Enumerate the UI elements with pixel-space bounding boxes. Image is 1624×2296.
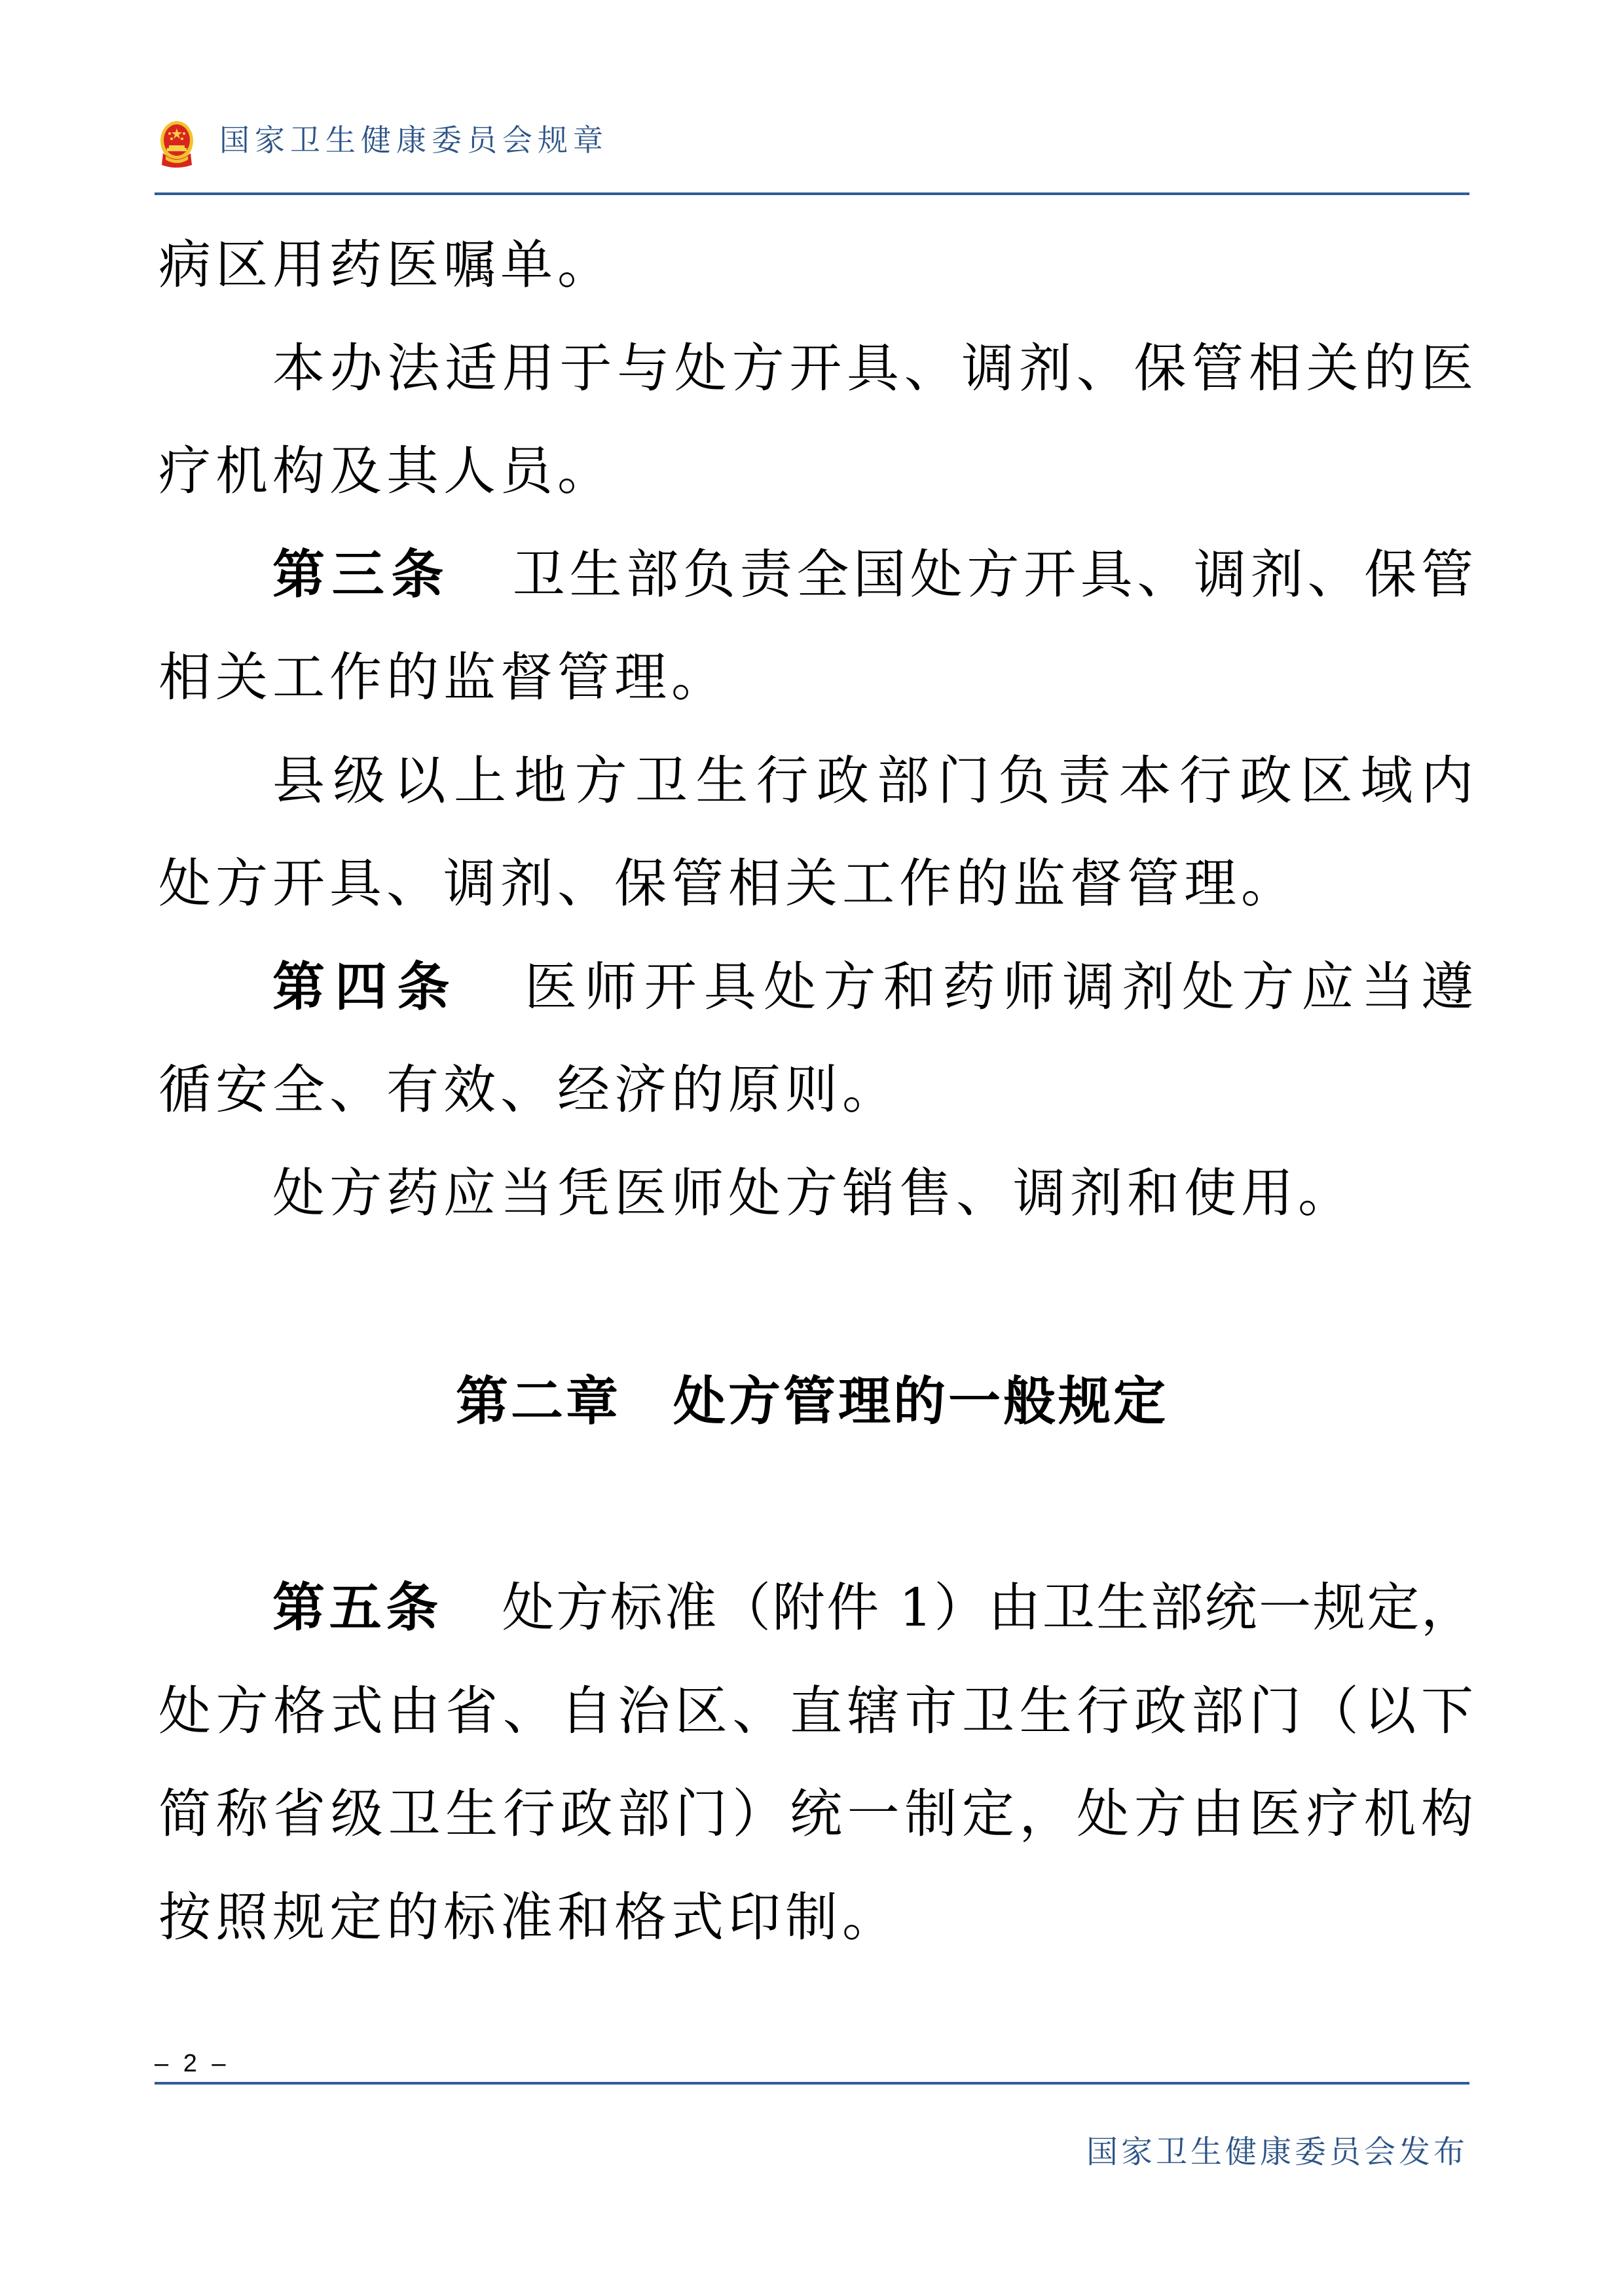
chapter-heading (0, 1350, 1624, 1453)
body-line: 处方药应当凭医师处方销售、调剂和使用。 (272, 1163, 1355, 1224)
body-line: 本办法适用于与处方开具、调剂、保管相关的医 (272, 338, 1473, 399)
chapter-title: 处方管理的一般规定 (673, 1371, 1168, 1432)
body-line: 简称省级卫生行政部门）统一制定，处方由医疗机构 (158, 1783, 1473, 1844)
chapter-number: 第二章 (456, 1371, 621, 1432)
footer-divider (155, 2082, 1469, 2085)
article-3-line (158, 523, 1473, 627)
header-title: 国家卫生健康委员会规章 (219, 122, 608, 158)
article-4-line (158, 936, 1473, 1039)
body-line: 处方开具、调剂、保管相关工作的监督管理。 (158, 853, 1298, 914)
article-label: 第四条 (272, 957, 460, 1017)
body-line: 疗机构及其人员。 (158, 441, 614, 501)
body-line: 县级以上地方卫生行政部门负责本行政区域内 (272, 750, 1473, 811)
article-label: 第三条 (272, 544, 451, 605)
national-emblem-icon (159, 119, 194, 169)
body-line: 处方格式由省、自治区、直辖市卫生行政部门（以下 (158, 1681, 1473, 1741)
article-5-line (158, 1556, 1473, 1660)
article-text: 医师开具处方和药师调剂处方应当遵 (517, 957, 1474, 1017)
body-line: 循安全、有效、经济的原则。 (158, 1059, 899, 1120)
footer-publisher: 国家卫生健康委员会发布 (1086, 2134, 1468, 2170)
body-line: 相关工作的监督管理。 (158, 647, 728, 708)
header-divider (155, 192, 1469, 195)
body-line: 病区用药医嘱单。 (158, 234, 614, 295)
article-text: 处方标准（附件 1）由卫生部统一规定， (500, 1577, 1474, 1638)
page-number: – 2 – (155, 2050, 230, 2077)
article-label: 第五条 (272, 1577, 443, 1638)
body-line: 按照规定的标准和格式印制。 (158, 1887, 899, 1948)
article-text: 卫生部负责全国处方开具、调剂、保管 (508, 544, 1474, 605)
